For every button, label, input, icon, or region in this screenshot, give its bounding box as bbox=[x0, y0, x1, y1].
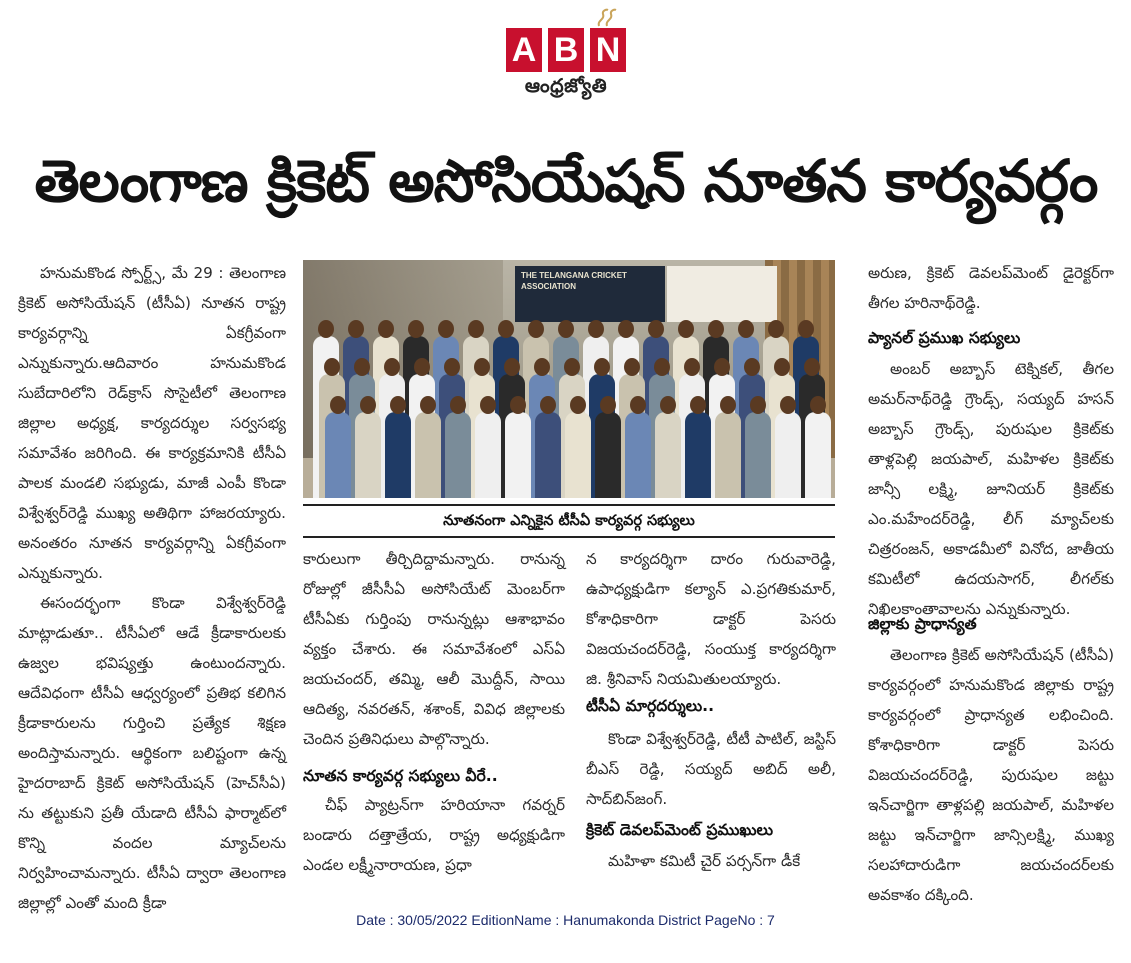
column-4 bbox=[868, 258, 1114, 318]
photo-person bbox=[595, 412, 621, 498]
photo-person bbox=[685, 412, 711, 498]
photo-person bbox=[415, 412, 441, 498]
photo-person bbox=[655, 412, 681, 498]
column-2 bbox=[303, 544, 565, 754]
group-photo bbox=[303, 260, 835, 498]
column-4-end bbox=[868, 640, 1114, 910]
col2-subheading: నూతన కార్యవర్గ సభ్యులు వీరే.. bbox=[303, 767, 498, 785]
column-1 bbox=[18, 258, 286, 918]
photo-banner: THE TELANGANA CRICKET ASSOCIATION bbox=[515, 266, 665, 322]
photo-person bbox=[475, 412, 501, 498]
col3-subheading-2: క్రికెట్ డెవలప్‌మెంట్ ప్రముఖులు bbox=[586, 821, 773, 839]
col4-paragraph-2: అంబర్ అబ్బాస్ టెక్నికల్, తీగల అమర్‌నాథ్‌రెడ్డి గ్రౌండ్స్, సయ్యద్ హసన్ అబ్బాస్ గ్రౌండ్స్, పురుషుల క్రికెట్‌కు తాళ్లపెల్లి జయపాల్, మహిళల క్రికెట్‌కు జాన్సీ లక్ష్మి, జూనియర్ క్రికెట్‌కు ఎం.మహేందర్‌రెడ్డి, లీగ్ మ్యాచ్‌లకు చిత్రరంజన్, అకాడమీలో వినోద, జాతీయ కమిటీలో ఉదయసాగర్, లీగల్‌కు నిఖిలకాంతావాలను ఎన్నుకున్నారు. bbox=[868, 360, 1114, 618]
column-4-cont bbox=[868, 354, 1114, 624]
col4-paragraph-1: అరుణ, క్రికెట్ డెవలప్‌మెంట్ డైరెక్టర్‌గా తీగల హరినాథ్‌రెడ్డి. bbox=[868, 264, 1114, 312]
col1-paragraph-2: ఈసందర్భంగా కొండా విశ్వేశ్వర్‌రెడ్డి మాట్లాడుతూ.. టీసీఏలో ఆడే క్రీడాకారులకు ఉజ్వల భవిష్యత్తు ఉంటుందన్నారు. ఆదేవిధంగా టీసీఏ ఆధ్వర్యంలో ప్రతిభ కలిగిన క్రీడాకారులను గుర్తించి ప్రత్యేక శిక్షణ అందిస్తామన్నారు. ఆర్థికంగా బలిష్టంగా ఉన్న హైదరాబాద్ క్రికెట్ అసోసియేషన్ (హెచ్‌సీఏ) ను తట్టుకుని ప్రతీ యేడాది టీసీఏ ఫార్మాట్‌లో కొన్ని వందల మ్యాచ్‌లను నిర్వహించామన్నారు. టీసీఏ ద్వారా తెలంగాణ జిల్లాల్లో ఎంతో మంది క్రీడా bbox=[18, 594, 286, 912]
column-2-cont bbox=[303, 790, 565, 880]
column-3-end bbox=[586, 846, 836, 876]
col4-subheading-2: జిల్లాకు ప్రాధాన్యత bbox=[868, 615, 977, 633]
photo-person bbox=[625, 412, 651, 498]
abn-logo bbox=[505, 8, 627, 100]
col2-paragraph-2: చీఫ్ ప్యాట్రన్‌గా హరియానా గవర్నర్ బండారు దత్తాత్రేయ, రాష్ట్ర అధ్యక్షుడిగా ఎండల లక్ష్మీనారాయణ, ప్రధా bbox=[303, 796, 565, 874]
photo-person bbox=[385, 412, 411, 498]
steam-swirl-icon bbox=[595, 8, 621, 28]
col3-paragraph-1: న కార్యదర్శిగా దారం గురువారెడ్డి, ఉపాధ్యక్షుడిగా కల్యాన్ ఎ.ప్రగతికుమార్, కోశాధికారిగా డాక్టర్ పెసరు విజయచందర్‌రెడ్డి, సంయుక్త కార్యదర్శిగా జి. శ్రీనివాస్ నియమితులయ్యారు. bbox=[586, 550, 836, 688]
photo-person bbox=[565, 412, 591, 498]
col1-paragraph-1: హనుమకొండ స్పోర్ట్స్, మే 29 : తెలంగాణ క్రికెట్ అసోసియేషన్ (టీసీఏ) నూతన రాష్ట్ర కార్యవర్గాన్ని ఏకగ్రీవంగా ఎన్నుకున్నారు.ఆదివారం హనుమకొండ సుబేదారిలోని రెడ్‌క్రాస్ సొసైటీలో తెలంగాణ జిల్లాల అధ్యక్ష, కార్యదర్శుల సర్వసభ్య సమావేశం జరిగింది. ఈ కార్యక్రమానికి టీసీఏ పాలక మండలి సభ్యుడు, మాజీ ఎంపీ కొండా విశ్వేశ్వర్‌రెడ్డి ముఖ్య అతిథిగా హాజరయ్యారు. అనంతరం నూతన కార్యవర్గాన్ని ఏకగ్రీవంగా ఎన్నుకున్నారు. bbox=[18, 264, 286, 582]
photo-person bbox=[745, 412, 771, 498]
photo-person bbox=[805, 412, 831, 498]
col4-paragraph-3: తెలంగాణ క్రికెట్ అసోసియేషన్ (టీసీఏ) కార్యవర్గంలో హనుమకొండ జిల్లాకు రాష్ట్ర కార్యవర్గంలో ప్రాధాన్యత లభించింది. కోశాధికారిగా డాక్టర్ పెసరు విజయచందర్‌రెడ్డి, పురుషుల జట్టు ఇన్‌చార్జిగా తాళ్లపల్లి జయపాల్, మహిళల జట్టు ఇన్‌చార్జిగా జాన్సిలక్ష్మి, ముఖ్య సలహాదారుడిగా జయచందర్‌లకు అవకాశం దక్కింది. bbox=[868, 646, 1114, 904]
logo-letter-a: A bbox=[506, 28, 542, 72]
col3-paragraph-2: కొండా విశ్వేశ్వర్‌రెడ్డి, టీటీ పాటిల్, జస్టిస్ బీఎస్ రెడ్డి, సయ్యద్ అబిద్ అలీ, సాద్‌బిన్‌జంగ్. bbox=[586, 730, 836, 808]
logo-letter-b: B bbox=[548, 28, 584, 72]
photo-person bbox=[325, 412, 351, 498]
logo-subtitle: ఆంధ్రజ్యోతి bbox=[524, 75, 608, 97]
column-3-cont bbox=[586, 724, 836, 814]
column-3 bbox=[586, 544, 836, 694]
logo-letter-n: N bbox=[590, 28, 626, 72]
photo-person bbox=[535, 412, 561, 498]
photo-person bbox=[355, 412, 381, 498]
col4-subheading-1: ప్యానల్ ప్రముఖ సభ్యులు bbox=[868, 329, 1021, 347]
photo-person bbox=[775, 412, 801, 498]
article-headline: తెలంగాణ క్రికెట్ అసోసియేషన్ నూతన కార్యవర్గం bbox=[34, 147, 1098, 215]
photo-caption: నూతనంగా ఎన్నికైన టీసీఏ కార్యవర్గ సభ్యులు bbox=[303, 504, 835, 538]
col3-paragraph-3: మహిళా కమిటీ చైర్ పర్సన్‌గా డీకే bbox=[608, 852, 801, 870]
photo-person bbox=[715, 412, 741, 498]
col2-paragraph-1: కారులుగా తీర్చిదిద్దామన్నారు. రానున్న రోజుల్లో జీసీసీఏ అసోసియేట్ మెంబర్‌గా టీసీఏకు గుర్తింపు రానున్నట్లు ఆశాభావం వ్యక్తం చేశారు. ఈ సమావేశంలో ఎస్‌ఏ జయచందర్, తమ్మి, ఆలీ మొద్దీన్, సాయి ఆదిత్య, నవరతన్, శశాంక్, వివిధ జిల్లాలకు చెందిన ప్రతినిధులు పాల్గొన్నారు. bbox=[303, 550, 565, 748]
col3-subheading-1: టీసీఏ మార్గదర్శులు.. bbox=[586, 697, 714, 715]
edition-footer: Date : 30/05/2022 EditionName : Hanumakonda District PageNo : 7 bbox=[356, 912, 775, 928]
photo-person bbox=[505, 412, 531, 498]
photo-person bbox=[445, 412, 471, 498]
